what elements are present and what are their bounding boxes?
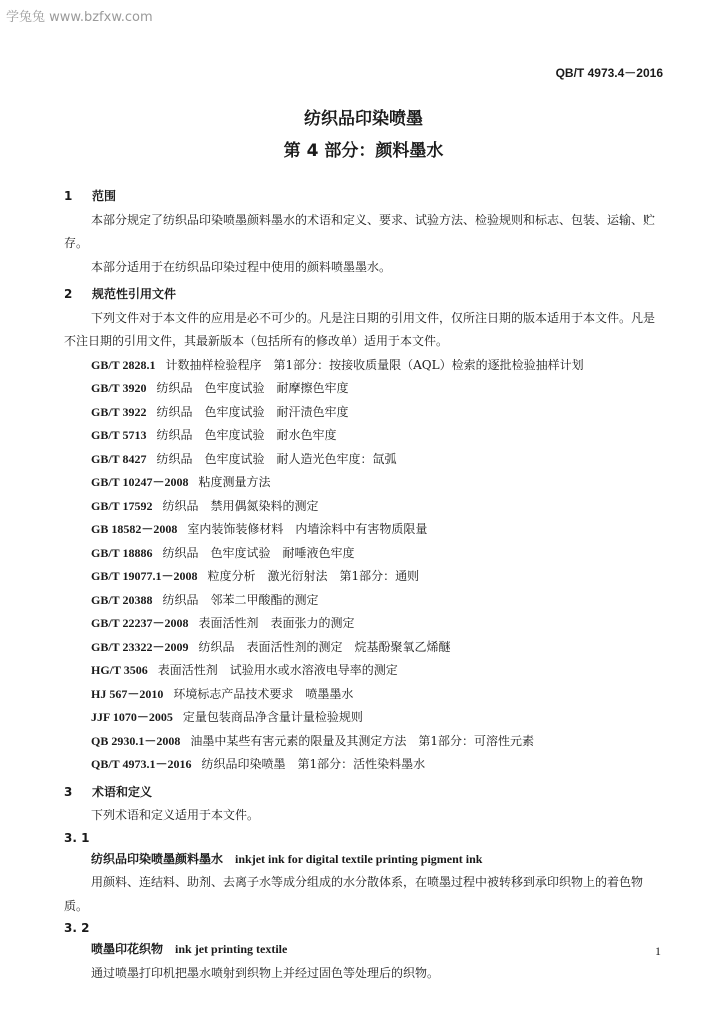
term-heading <box>64 938 664 962</box>
section-number: 1 <box>64 189 73 203</box>
reference-item <box>64 401 664 425</box>
reference-code: GB 18582－2008 <box>91 522 178 536</box>
reference-code: GB/T 5713 <box>91 428 147 442</box>
reference-title: 纺织品 色牢度试验 耐摩擦色牢度 <box>156 381 349 395</box>
term-definition: 用颜料、连结料、助剂、去离子水等成分组成的水分散体系，在喷墨过程中被转移到承印织物上的着色物质。 <box>64 875 644 913</box>
section-number: 3 <box>64 784 73 799</box>
reference-item <box>64 518 664 542</box>
paragraph: 下列术语和定义适用于本文件。 <box>91 808 260 822</box>
term-definition: 通过喷墨打印机把墨水喷射到织物上并经过固色等处理后的织物。 <box>91 965 440 980</box>
reference-code: GB/T 22237－2008 <box>91 616 189 630</box>
term-zh: 纺织品印染喷墨颜料墨水 <box>91 851 224 866</box>
reference-code: GB/T 3920 <box>91 381 147 395</box>
reference-code: GB/T 19077.1－2008 <box>91 569 198 583</box>
reference-item <box>64 589 664 613</box>
reference-title: 粘度测量方法 <box>198 475 271 489</box>
standard-code: QB/T 4973.4－2016 <box>555 66 663 80</box>
paragraph: 本部分适用于在纺织品印染过程中使用的颜料喷墨墨水。 <box>91 259 392 274</box>
reference-title: 室内装饰装修材料 内墙涂料中有害物质限量 <box>187 522 428 536</box>
reference-item <box>64 612 664 636</box>
reference-code: QB/T 4973.1－2016 <box>91 757 192 771</box>
reference-item <box>64 377 664 401</box>
term-zh: 喷墨印花织物 <box>91 942 164 956</box>
reference-title: 纺织品 色牢度试验 耐汗渍色牢度 <box>156 404 349 419</box>
reference-item <box>64 753 664 777</box>
reference-item <box>64 424 664 448</box>
reference-title: 定量包装商品净含量计量检验规则 <box>182 710 363 724</box>
reference-code: HG/T 3506 <box>91 663 148 677</box>
reference-title: 粒度分析 激光衍射法 第1部分：通则 <box>207 569 420 583</box>
reference-title: 纺织品 色牢度试验 耐人造光色牢度：氙弧 <box>156 451 397 466</box>
reference-item <box>64 730 664 754</box>
document-title: 纺织品印染喷墨 <box>304 109 423 129</box>
reference-code: GB/T 2828.1 <box>91 357 156 372</box>
section-title: 术语和定义 <box>92 784 153 799</box>
reference-code: GB/T 23322－2009 <box>91 639 189 654</box>
reference-title: 纺织品 色牢度试验 耐唾液色牢度 <box>162 545 355 560</box>
reference-title: 纺织品 邻苯二甲酸酯的测定 <box>162 592 319 607</box>
reference-item <box>64 683 664 707</box>
term-number: 3. 1 <box>64 830 90 845</box>
reference-title: 表面活性剂 试验用水或水溶液电导率的测定 <box>157 663 398 677</box>
paragraph: 本部分规定了纺织品印染喷墨颜料墨水的术语和定义、要求、试验方法、检验规则和标志、包装、运输、贮存。 <box>64 212 656 250</box>
section-heading <box>64 185 664 209</box>
reference-item <box>64 448 664 472</box>
reference-item <box>64 542 664 566</box>
reference-code: HJ 567－2010 <box>91 686 164 701</box>
page-number: 1 <box>655 944 661 958</box>
term-en: ink jet printing textile <box>175 942 288 956</box>
reference-code: GB/T 17592 <box>91 498 153 513</box>
reference-item <box>64 354 664 378</box>
paragraph: 下列文件对于本文件的应用是必不可少的。凡是注日期的引用文件，仅所注日期的版本适用于本文件。凡是不注日期的引用文件，其最新版本（包括所有的修改单）适用于本文件。 <box>64 310 656 348</box>
reference-title: 纺织品 色牢度试验 耐水色牢度 <box>156 428 337 442</box>
reference-item <box>64 471 664 495</box>
reference-code: JJF 1070－2005 <box>91 710 173 724</box>
reference-item <box>64 636 664 660</box>
reference-title: 纺织品印染喷墨 第1部分：活性染料墨水 <box>201 757 426 771</box>
document-body <box>64 185 664 985</box>
reference-item <box>64 706 664 730</box>
term-en: inkjet ink for digital textile printing pigment ink <box>235 851 483 866</box>
reference-title: 计数抽样检验程序 第1部分：按接收质量限（AQL）检索的逐批检验抽样计划 <box>165 357 584 372</box>
section-title: 范围 <box>92 189 117 203</box>
section-heading <box>64 781 664 805</box>
reference-title: 油墨中某些有害元素的限量及其测定方法 第1部分：可溶性元素 <box>190 733 534 748</box>
reference-code: GB/T 10247－2008 <box>91 475 189 489</box>
reference-item <box>64 659 664 683</box>
reference-title: 纺织品 表面活性剂的测定 烷基酚聚氧乙烯醚 <box>198 639 451 654</box>
section-title: 规范性引用文件 <box>92 287 177 301</box>
reference-code: QB 2930.1－2008 <box>91 733 181 748</box>
watermark: 学兔兔 www.bzfxw.com <box>6 10 153 25</box>
reference-item <box>64 565 664 589</box>
section-heading <box>64 283 664 307</box>
reference-item <box>64 495 664 519</box>
reference-code: GB/T 3922 <box>91 404 147 419</box>
term-heading <box>64 848 664 872</box>
term-number: 3. 2 <box>64 921 90 935</box>
reference-title: 表面活性剂 表面张力的测定 <box>198 616 355 630</box>
reference-code: GB/T 20388 <box>91 592 153 607</box>
reference-list <box>64 354 664 777</box>
reference-code: GB/T 18886 <box>91 545 153 560</box>
reference-title: 纺织品 禁用偶氮染料的测定 <box>162 498 319 513</box>
section-number: 2 <box>64 287 73 301</box>
document-subtitle: 第 4 部分：颜料墨水 <box>283 141 444 161</box>
reference-title: 环境标志产品技术要求 喷墨墨水 <box>173 686 354 701</box>
reference-code: GB/T 8427 <box>91 451 147 466</box>
